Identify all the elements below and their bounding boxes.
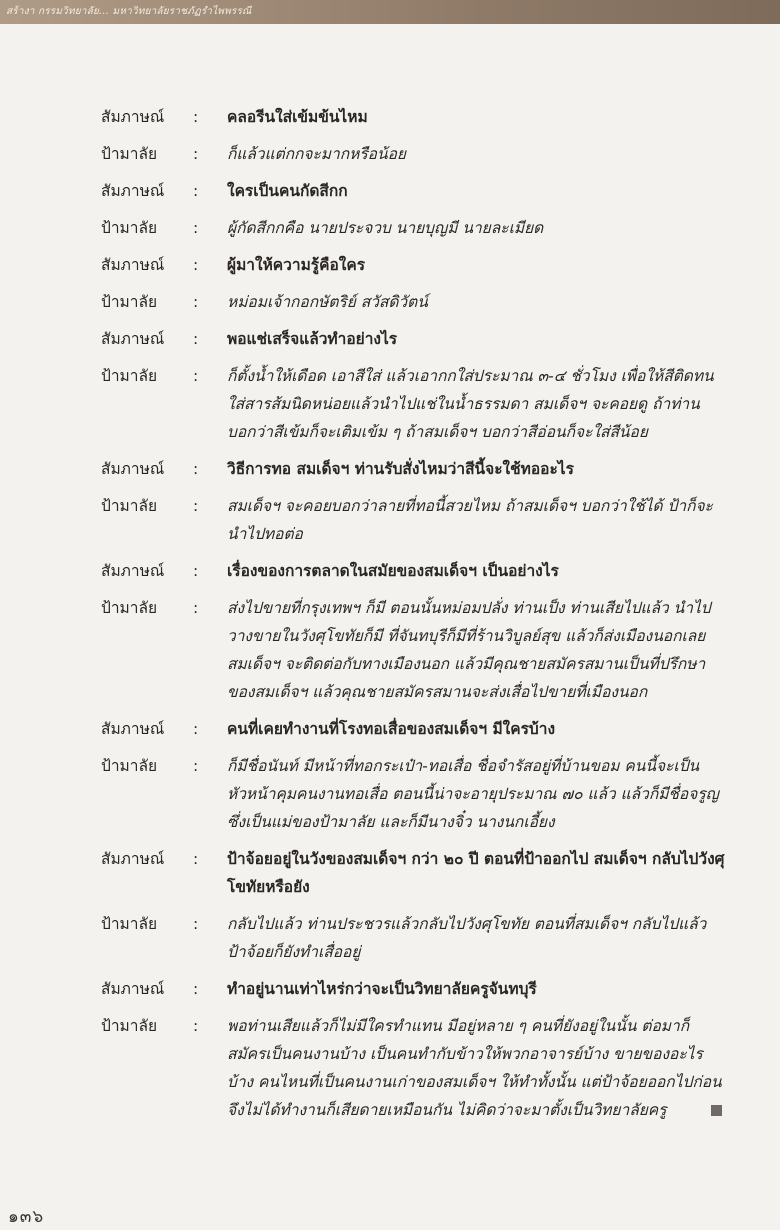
interview-question	[101, 557, 726, 585]
speaker-label: ป้ามาลัย	[101, 367, 158, 385]
interview-answer	[101, 752, 726, 836]
interview-question	[101, 845, 726, 901]
utterance: ผู้มาให้ความรู้คือใคร	[227, 256, 366, 274]
speaker-label: ป้ามาลัย	[101, 1017, 158, 1035]
speaker-colon: :	[193, 599, 199, 617]
speaker-label: สัมภาษณ์	[101, 108, 165, 126]
speaker-colon: :	[193, 1017, 199, 1035]
speaker-colon: :	[193, 562, 199, 580]
interview-question	[101, 103, 726, 131]
question-text	[227, 325, 726, 353]
speaker-colon: :	[193, 108, 199, 126]
speaker-colon: :	[193, 720, 199, 738]
interview-answer	[101, 910, 726, 966]
utterance: พอท่านเสียแล้วก็ไม่มีใครทำแทน มีอยู่หลาย ๆ คนที่ยังอยู่ในนั้น ต่อมาก็สมัครเป็นคนงานบ้าง เป็นคนทำกับข้าวให้พวกอาจารย์บ้าง ขายของอะไรบ้าง คนไหนที่เป็นคนงานเก่าของสมเด็จฯ ให้ทำทั้งนั้น แต่ป้าจ้อยออกไปก่อนจึงไม่ได้ทำงานก็เสียดายเหมือนกัน ไม่คิดว่าจะมาตั้งเป็นวิทยาลัยครู	[227, 1017, 722, 1119]
speaker-colon: :	[193, 460, 199, 478]
interview-question	[101, 975, 726, 1003]
answer-text	[227, 140, 726, 168]
speaker-label: สัมภาษณ์	[101, 720, 165, 738]
utterance: สมเด็จฯ จะคอยบอกว่าลายที่ทอนี้สวยไหม ถ้าสมเด็จฯ บอกว่าใช้ได้ ป้าก็จะนำไปทอต่อ	[227, 497, 713, 543]
utterance: วิธีการทอ สมเด็จฯ ท่านรับสั่งไหมว่าสีนี้จะใช้ทออะไร	[227, 460, 574, 478]
interview-transcript	[101, 103, 726, 1133]
answer-text	[227, 1012, 726, 1124]
utterance: ส่งไปขายที่กรุงเทพฯ ก็มี ตอนนั้นหม่อมปลั่ง ท่านเป็ง ท่านเสียไปแล้ว นำไปวางขายในวังศุโขทัยก็มี ที่จันทบุรีก็มีที่ร้านวิบูลย์สุข แล้วก็ส่งเมืองนอกเลย สมเด็จฯ จะติดต่อกับทางเมืองนอก แล้วมีคุณชายสมัครสมานเป็นที่ปรึกษาของสมเด็จฯ แล้วคุณชายสมัครสมานจะส่งเสื่อไปขายที่เมืองนอก	[227, 599, 711, 701]
speaker-label: สัมภาษณ์	[101, 182, 165, 200]
speaker-colon: :	[193, 256, 199, 274]
utterance: ก็ตั้งน้ำให้เดือด เอาสีใส่ แล้วเอากกใส่ประมาณ ๓-๔ ชั่วโมง เพื่อให้สีติดทน ใส่สารส้มนิดหน่อยแล้วนำไปแช่ในน้ำธรรมดา สมเด็จฯ จะคอยดู ถ้าท่านบอกว่าสีเข้มก็จะเติมเข้ม ๆ ถ้าสมเด็จฯ บอกว่าสีอ่อนก็จะใส่สีน้อย	[227, 367, 714, 441]
speaker-label: สัมภาษณ์	[101, 562, 165, 580]
question-text	[227, 103, 726, 131]
speaker-colon: :	[193, 330, 199, 348]
speaker-label: ป้ามาลัย	[101, 293, 158, 311]
answer-text	[227, 910, 726, 966]
interview-answer	[101, 594, 726, 706]
speaker-colon: :	[193, 980, 199, 998]
speaker-colon: :	[193, 497, 199, 515]
utterance: พอแช่เสร็จแล้วทำอย่างไร	[227, 330, 398, 348]
answer-text	[227, 288, 726, 316]
interview-question	[101, 177, 726, 205]
utterance: คนที่เคยทำงานที่โรงทอเสื่อของสมเด็จฯ มีใครบ้าง	[227, 720, 556, 738]
page-number: ๑๓๖	[8, 1207, 45, 1227]
speaker-colon: :	[193, 182, 199, 200]
speaker-label: สัมภาษณ์	[101, 460, 165, 478]
question-text	[227, 177, 726, 205]
utterance: กลับไปแล้ว ท่านประชวรแล้วกลับไปวังศุโขทัย ตอนที่สมเด็จฯ กลับไปแล้ว ป้าจ้อยก็ยังทำเสื่ออยู่	[227, 915, 707, 961]
utterance: ผู้กัดสีกกคือ นายประจวบ นายบุญมี นายละเมียด	[227, 219, 544, 237]
interview-question	[101, 715, 726, 743]
end-of-article-square-icon	[711, 1105, 722, 1116]
utterance: ทำอยู่นานเท่าไหร่กว่าจะเป็นวิทยาลัยครูจันทบุรี	[227, 980, 537, 998]
speaker-colon: :	[193, 145, 199, 163]
speaker-label: สัมภาษณ์	[101, 330, 165, 348]
speaker-label: สัมภาษณ์	[101, 256, 165, 274]
answer-text	[227, 594, 726, 706]
interview-answer	[101, 362, 726, 446]
speaker-label: ป้ามาลัย	[101, 915, 158, 933]
interview-question	[101, 251, 726, 279]
utterance: คลอรีนใส่เข้มข้นไหม	[227, 108, 368, 126]
utterance: ใครเป็นคนกัดสีกก	[227, 182, 348, 200]
interview-answer	[101, 214, 726, 242]
speaker-label: ป้ามาลัย	[101, 219, 158, 237]
running-header: สร้างา กรรมวิทยาลัย... มหาวิทยาลัยราชภัฏรำไพพรรณี	[6, 6, 252, 17]
speaker-colon: :	[193, 915, 199, 933]
utterance: ป้าจ้อยอยู่ในวังของสมเด็จฯ กว่า ๒๐ ปี ตอนที่ป้าออกไป สมเด็จฯ กลับไปวังศุโขทัยหรือยัง	[227, 850, 725, 896]
utterance: หม่อมเจ้ากอกษัตริย์ สวัสดิวัตน์	[227, 293, 428, 311]
question-text	[227, 975, 726, 1003]
question-text	[227, 715, 726, 743]
answer-text	[227, 362, 726, 446]
speaker-label: ป้ามาลัย	[101, 599, 158, 617]
speaker-colon: :	[193, 850, 199, 868]
speaker-label: ป้ามาลัย	[101, 757, 158, 775]
speaker-label: ป้ามาลัย	[101, 497, 158, 515]
utterance: เรื่องของการตลาดในสมัยของสมเด็จฯ เป็นอย่างไร	[227, 562, 559, 580]
speaker-colon: :	[193, 757, 199, 775]
interview-answer	[101, 1012, 726, 1124]
answer-text	[227, 214, 726, 242]
speaker-colon: :	[193, 293, 199, 311]
question-text	[227, 251, 726, 279]
speaker-colon: :	[193, 367, 199, 385]
speaker-colon: :	[193, 219, 199, 237]
interview-answer	[101, 492, 726, 548]
answer-text	[227, 492, 726, 548]
utterance: ก็แล้วแต่กกจะมากหรือน้อย	[227, 145, 406, 163]
question-text	[227, 455, 726, 483]
question-text	[227, 845, 726, 901]
interview-answer	[101, 288, 726, 316]
answer-text	[227, 752, 726, 836]
question-text	[227, 557, 726, 585]
speaker-label: สัมภาษณ์	[101, 850, 165, 868]
interview-question	[101, 325, 726, 353]
speaker-label: สัมภาษณ์	[101, 980, 165, 998]
header-band	[0, 0, 780, 24]
utterance: ก็มีชื่อนันท์ มีหน้าที่ทอกระเป๋า-ทอเสื่อ ชื่อจำรัสอยู่ที่บ้านขอม คนนี้จะเป็นหัวหน้าคุมคนงานทอเสื่อ ตอนนี้น่าจะอายุประมาณ ๗๐ แล้ว แล้วก็มีชื่อจรูญ ซึ่งเป็นแม่ของป้ามาลัย และก็มีนางจิ๋ว นางนกเอี้ยง	[227, 757, 719, 831]
interview-question	[101, 455, 726, 483]
speaker-label: ป้ามาลัย	[101, 145, 158, 163]
interview-answer	[101, 140, 726, 168]
